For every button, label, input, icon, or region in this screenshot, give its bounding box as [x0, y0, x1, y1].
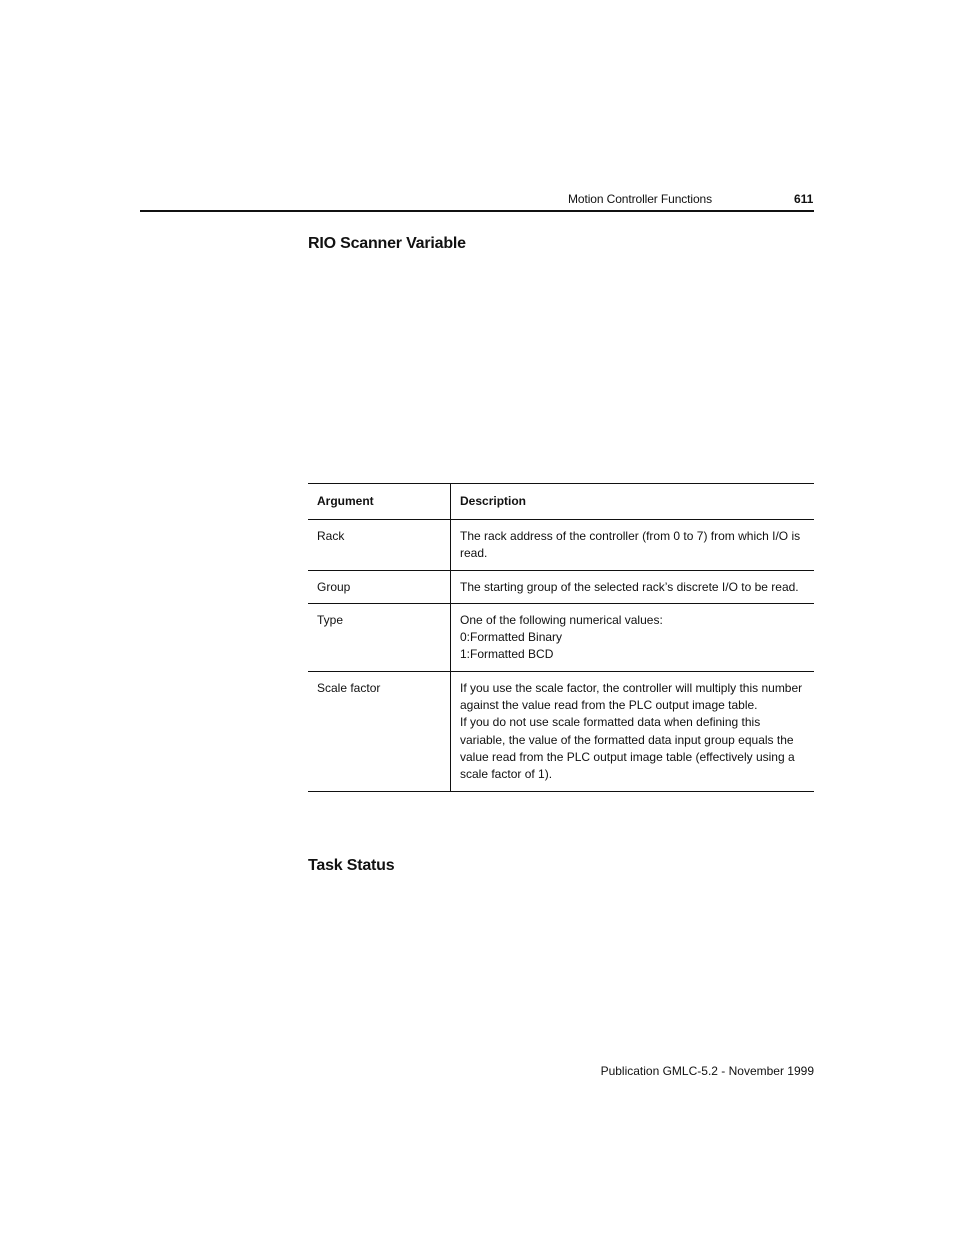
section-title-task-status: Task Status — [308, 857, 395, 874]
table-row — [308, 570, 814, 603]
description-cell — [451, 520, 815, 571]
description-text: The rack address of the controller (from 0 to 7) from which I/O is read. — [460, 529, 801, 561]
column-header-argument: Argument — [308, 484, 451, 520]
description-cell — [451, 570, 815, 603]
argument-cell: Scale factor — [308, 671, 451, 791]
argument-cell: Group — [308, 570, 451, 603]
description-cell — [451, 603, 815, 671]
description-text: If you use the scale factor, the controller will multiply this number against the value read from the PLC output image table. — [460, 680, 803, 713]
table-row — [308, 520, 814, 571]
header-rule — [140, 210, 814, 212]
description-text: 1:Formatted BCD — [460, 647, 554, 662]
table-header-row — [308, 484, 814, 520]
description-text: If you do not use scale formatted data when defining this variable, the value of the formatted data input group equals the value read from the PLC output image table (effectively using a scale factor of 1). — [460, 715, 795, 782]
argument-cell: Rack — [308, 520, 451, 571]
table-row — [308, 671, 814, 791]
description-cell — [451, 671, 815, 791]
description-text: The starting group of the selected rack’s discrete I/O to be read. — [460, 579, 799, 594]
publication-footer: Publication GMLC-5.2 - November 1999 — [600, 1064, 814, 1078]
page-number: 611 — [794, 192, 814, 206]
section-title-rio-scanner-variable: RIO Scanner Variable — [308, 235, 466, 252]
table-row — [308, 603, 814, 671]
column-header-description: Description — [451, 484, 815, 520]
running-header: Motion Controller Functions — [568, 192, 713, 206]
description-text: One of the following numerical values: — [460, 612, 663, 627]
argument-cell: Type — [308, 603, 451, 671]
description-text: 0:Formatted Binary — [460, 630, 563, 645]
arguments-table — [308, 483, 814, 792]
